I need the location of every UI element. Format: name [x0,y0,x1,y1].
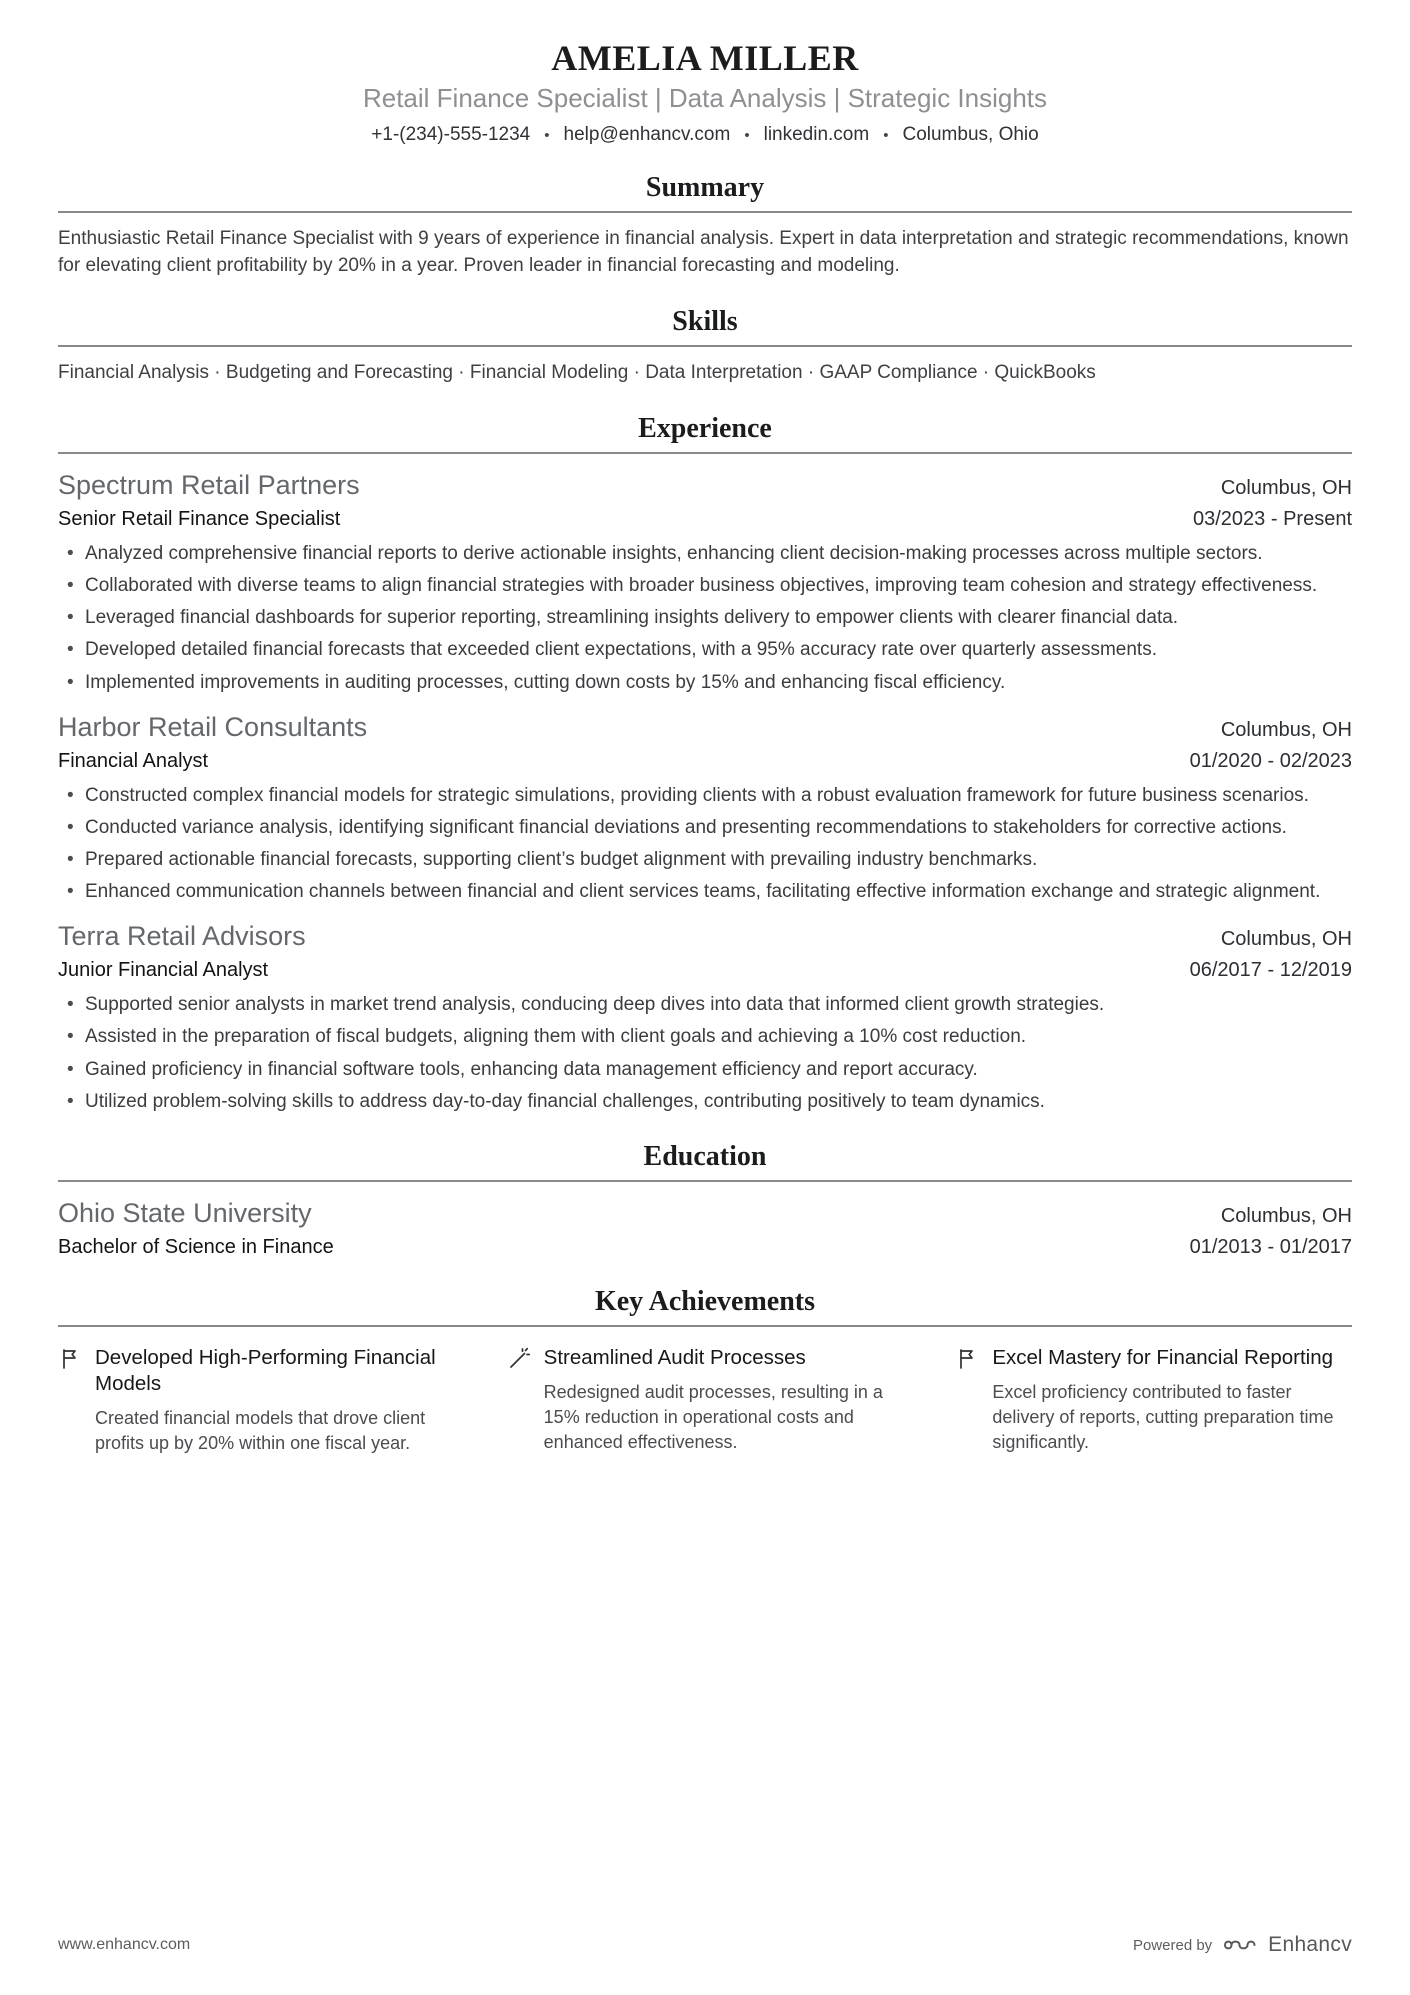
enhancv-logo-icon [1222,1934,1258,1956]
powered-by-label: Powered by [1132,1936,1213,1954]
flag-icon [955,1347,979,1371]
achievement-text: Excel proficiency contributed to faster delivery of reports, cutting preparation time significantly. [992,1382,1334,1453]
achievements-grid [58,1345,1352,1457]
job-entry [58,711,1352,906]
contact-email[interactable]: help@enhancv.com [563,124,731,146]
education-heading: Education [643,1141,767,1173]
job-bullet-list [58,992,1352,1115]
job-dates: 01/2020 - 02/2023 [1189,749,1352,772]
company-name: Harbor Retail Consultants [58,711,368,742]
achievement-card [58,1345,455,1457]
section-skills [58,306,1352,387]
job-entry [58,920,1352,1115]
achievement-title: Excel Mastery for Financial Reporting [992,1345,1334,1369]
job-bullet: • Conducted variance analysis, identifying significant financial deviations and presenting recommendations to stakeholders for corrective actions. [58,815,1352,841]
job-bullet: • Implemented improvements in auditing processes, cutting down costs by 15% and enhancing fiscal efficiency. [58,670,1352,696]
job-bullet: • Supported senior analysts in market trend analysis, conducing deep dives into data that informed client growth strategies. [58,992,1352,1018]
achievement-text: Created financial models that drove client profits up by 20% within one fiscal year. [95,1408,426,1454]
achievement-text: Redesigned audit processes, resulting in a 15% reduction in operational costs and enhanced effectiveness. [543,1382,883,1453]
achievements-heading: Key Achievements [594,1285,816,1317]
job-bullet: • Analyzed comprehensive financial reports to derive actionable insights, enhancing client decision-making processes across multiple sectors. [58,541,1352,567]
school-name: Ohio State University [58,1198,312,1229]
job-bullet-list [58,541,1352,696]
job-bullet: • Utilized problem-solving skills to address day-to-day financial challenges, contributing positively to team dynamics. [58,1089,1352,1115]
summary-text: Enthusiastic Retail Finance Specialist with 9 years of experience in financial analysis. Expert in data interpretation and strategic recommendations, known for elevating client profitability by 20% in a year. Proven leader in financial forecasting and modeling. [58,228,1349,277]
job-location: Columbus, OH [1220,928,1352,951]
contact-separator: • [744,126,750,144]
job-bullet: • Developed detailed financial forecasts that exceeded client expectations, with a 95% accuracy rate over quarterly assessments. [58,637,1352,663]
website-link[interactable]: www.enhancv.com [58,1936,191,1953]
section-achievements [58,1286,1352,1457]
job-dates: 03/2023 - Present [1193,507,1352,530]
job-title: Junior Financial Analyst [58,959,269,982]
summary-heading: Summary [645,172,765,204]
wand-icon [507,1347,531,1371]
job-bullet: • Gained proficiency in financial software tools, enhancing data management efficiency and report accuracy. [58,1057,1352,1083]
section-divider [58,1180,1352,1182]
achievement-card [507,1345,904,1457]
contact-phone: +1-(234)-555-1234 [371,124,531,146]
contact-linkedin[interactable]: linkedin.com [763,124,870,146]
candidate-name: AMELIA MILLER [551,38,859,78]
candidate-tagline: Retail Finance Specialist | Data Analysis | Strategic Insights [362,83,1048,114]
achievement-title: Developed High-Performing Financial Models [95,1345,436,1395]
company-name: Spectrum Retail Partners [58,469,360,500]
section-summary [58,172,1352,280]
contact-location: Columbus, Ohio [902,124,1039,146]
section-divider [58,452,1352,454]
contact-separator: • [883,126,889,144]
company-name: Terra Retail Advisors [58,921,306,952]
job-location: Columbus, OH [1220,718,1352,741]
education-entry [58,1197,1352,1260]
job-title: Financial Analyst [58,749,209,772]
skills-list: Financial Analysis · Budgeting and Forecasting · Financial Modeling · Data Interpretation · GAAP Compliance · QuickBooks [58,362,1096,384]
degree-name: Bachelor of Science in Finance [58,1235,334,1258]
section-divider [58,211,1352,213]
school-location: Columbus, OH [1220,1205,1352,1228]
job-bullet: • Constructed complex financial models for strategic simulations, providing clients with a robust evaluation framework for future business scenarios. [58,783,1352,809]
section-divider [58,345,1352,347]
job-entry [58,469,1352,696]
contact-line [58,124,1352,146]
achievement-title: Streamlined Audit Processes [543,1345,806,1369]
skills-heading: Skills [672,306,738,338]
contact-separator: • [544,126,550,144]
job-bullet: • Leveraged financial dashboards for superior reporting, streamlining insights delivery to empower clients with clearer financial data. [58,605,1352,631]
flag-icon [58,1347,82,1371]
brand-name[interactable]: Enhancv [1268,1933,1352,1956]
achievement-card [955,1345,1352,1457]
job-bullet: • Enhanced communication channels between financial and client services teams, facilitating effective information exchange and strategic alignment. [58,879,1352,905]
job-title: Senior Retail Finance Specialist [58,507,341,530]
section-experience [58,413,1352,1115]
education-dates: 01/2013 - 01/2017 [1189,1235,1352,1258]
job-location: Columbus, OH [1220,476,1352,499]
job-bullet-list [58,783,1352,906]
job-bullet: • Assisted in the preparation of fiscal budgets, aligning them with client goals and achieving a 10% cost reduction. [58,1024,1352,1050]
section-divider [58,1325,1352,1327]
job-bullet: • Prepared actionable financial forecasts, supporting client’s budget alignment with prevailing industry benchmarks. [58,847,1352,873]
job-bullet: • Collaborated with diverse teams to align financial strategies with broader business objectives, improving team cohesion and strategy effectiveness. [58,573,1352,599]
page-footer [58,1933,1352,1957]
section-education [58,1141,1352,1260]
experience-heading: Experience [638,412,772,444]
powered-by [1133,1933,1352,1957]
job-dates: 06/2017 - 12/2019 [1189,959,1352,982]
resume-header [58,38,1352,146]
